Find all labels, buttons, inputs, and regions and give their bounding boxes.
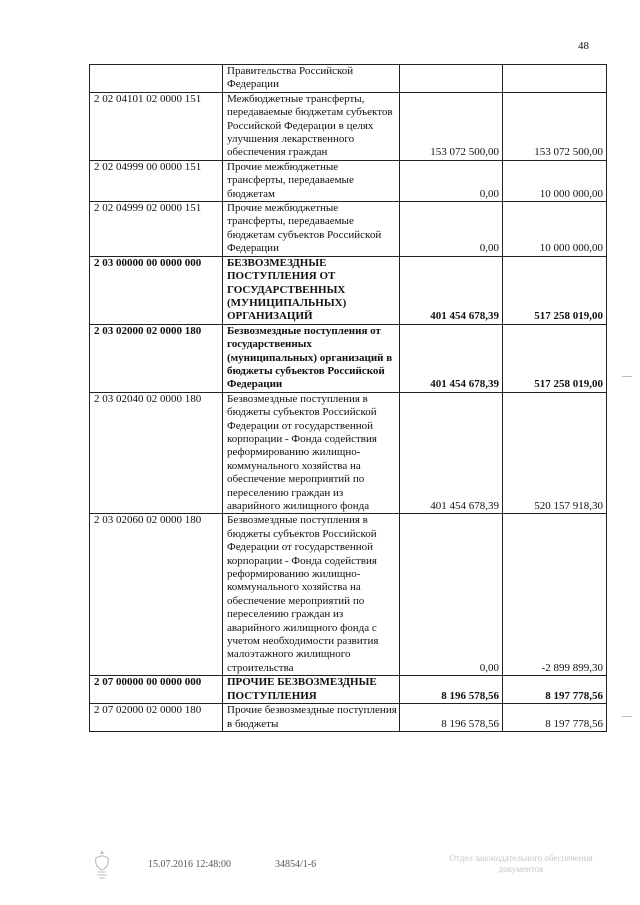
table-row <box>90 202 607 257</box>
revenue-name-cell: Межбюджетные трансферты, передаваемые бюджетам субъектов Российской Федерации в целях улучшения лекарственного обеспечения граждан <box>223 92 400 160</box>
revenue-name-cell: Правительства Российской Федерации <box>223 65 400 93</box>
executed-amount-cell <box>503 65 607 93</box>
revenue-name-cell: Прочие межбюджетные трансферты, передаваемые бюджетам <box>223 160 400 201</box>
table-row <box>90 704 607 732</box>
budget-code-cell: 2 03 02060 02 0000 180 <box>90 514 223 676</box>
approved-amount-cell: 401 454 678,39 <box>400 324 503 392</box>
approved-amount-cell <box>400 65 503 93</box>
budget-code-cell: 2 02 04101 02 0000 151 <box>90 92 223 160</box>
budget-code-cell: 2 02 04999 00 0000 151 <box>90 160 223 201</box>
revenue-name-cell: Прочие безвозмездные поступления в бюджеты <box>223 704 400 732</box>
margin-mark <box>622 716 632 717</box>
revenue-name-cell: БЕЗВОЗМЕЗДНЫЕ ПОСТУПЛЕНИЯ ОТ ГОСУДАРСТВЕННЫХ (МУНИЦИПАЛЬНЫХ) ОРГАНИЗАЦИЙ <box>223 256 400 324</box>
budget-code-cell: 2 02 04999 02 0000 151 <box>90 202 223 257</box>
approved-amount-cell: 153 072 500,00 <box>400 92 503 160</box>
revenue-name-cell: Безвозмездные поступления в бюджеты субъектов Российской Федерации от государственной корпорации - Фонда содействия реформированию жилищно-коммунального хозяйства на обеспечение мероприятий по переселению граждан из аварийного жилищного фонда <box>223 392 400 514</box>
footer-document-id: 34854/1-6 <box>275 859 317 870</box>
approved-amount-cell: 0,00 <box>400 514 503 676</box>
table-row <box>90 392 607 514</box>
executed-amount-cell: 520 157 918,30 <box>503 392 607 514</box>
executed-amount-cell: 8 197 778,56 <box>503 676 607 704</box>
executed-amount-cell: 8 197 778,56 <box>503 704 607 732</box>
budget-code-cell: 2 03 02040 02 0000 180 <box>90 392 223 514</box>
approved-amount-cell: 0,00 <box>400 202 503 257</box>
revenue-name-cell: Прочие межбюджетные трансферты, передаваемые бюджетам субъектов Российской Федерации <box>223 202 400 257</box>
table-row <box>90 514 607 676</box>
revenue-name-cell: ПРОЧИЕ БЕЗВОЗМЕЗДНЫЕ ПОСТУПЛЕНИЯ <box>223 676 400 704</box>
table-row <box>90 256 607 324</box>
table-row <box>90 324 607 392</box>
watermark-stamp: Отдел законодательного обеспечения документов <box>449 853 593 874</box>
approved-amount-cell: 401 454 678,39 <box>400 392 503 514</box>
stamp-seal-icon <box>90 848 114 880</box>
executed-amount-cell: 153 072 500,00 <box>503 92 607 160</box>
approved-amount-cell: 8 196 578,56 <box>400 676 503 704</box>
page-number: 48 <box>578 40 589 52</box>
executed-amount-cell: 517 258 019,00 <box>503 324 607 392</box>
budget-code-cell: 2 07 00000 00 0000 000 <box>90 676 223 704</box>
revenue-name-cell: Безвозмездные поступления от государственных (муниципальных) организаций в бюджеты субъектов Российской Федерации <box>223 324 400 392</box>
executed-amount-cell: 517 258 019,00 <box>503 256 607 324</box>
budget-table-body <box>90 65 607 732</box>
executed-amount-cell: 10 000 000,00 <box>503 202 607 257</box>
budget-code-cell: 2 03 02000 02 0000 180 <box>90 324 223 392</box>
margin-mark <box>622 376 632 377</box>
approved-amount-cell: 0,00 <box>400 160 503 201</box>
budget-code-cell <box>90 65 223 93</box>
table-row <box>90 160 607 201</box>
table-row <box>90 92 607 160</box>
footer-datetime: 15.07.2016 12:48:00 <box>148 859 232 870</box>
budget-revenue-table <box>89 64 607 732</box>
budget-code-cell: 2 03 00000 00 0000 000 <box>90 256 223 324</box>
table-row <box>90 65 607 93</box>
revenue-name-cell: Безвозмездные поступления в бюджеты субъектов Российской Федерации от государственной корпорации - Фонда содействия реформированию жилищно-коммунального хозяйства на обеспечение мероприятий по переселению граждан из аварийного жилищного фонда с учетом необходимости развития малоэтажного жилищного строительства <box>223 514 400 676</box>
approved-amount-cell: 401 454 678,39 <box>400 256 503 324</box>
approved-amount-cell: 8 196 578,56 <box>400 704 503 732</box>
executed-amount-cell: -2 899 899,30 <box>503 514 607 676</box>
executed-amount-cell: 10 000 000,00 <box>503 160 607 201</box>
budget-code-cell: 2 07 02000 02 0000 180 <box>90 704 223 732</box>
table-row <box>90 676 607 704</box>
